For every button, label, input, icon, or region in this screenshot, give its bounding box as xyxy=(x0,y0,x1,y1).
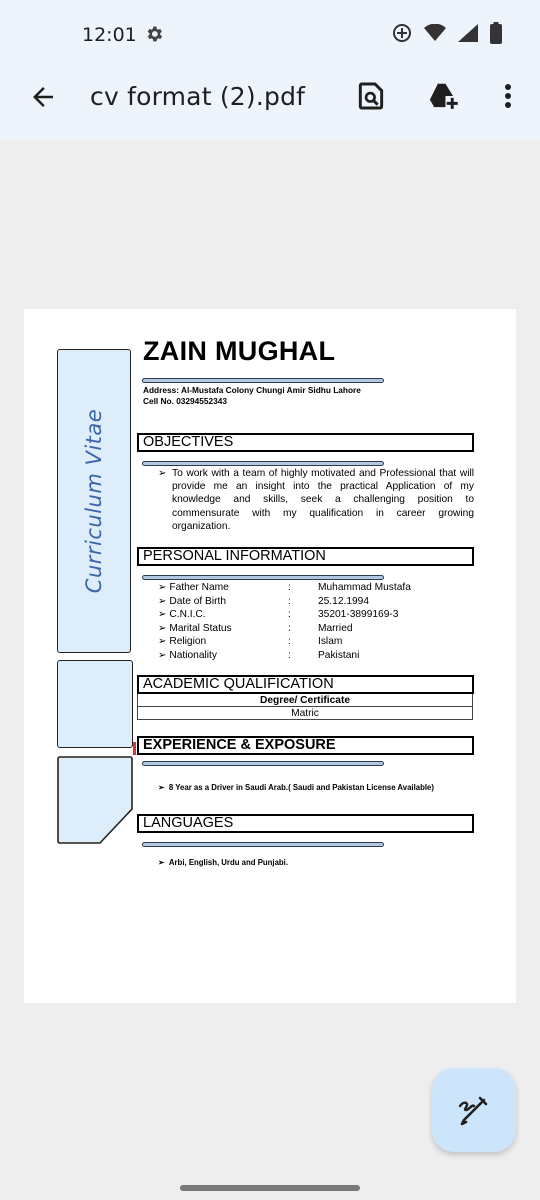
personal-info-value: Muhammad Mustafa xyxy=(318,582,411,593)
personal-info-label-cell xyxy=(158,635,288,649)
separator: : xyxy=(288,595,291,607)
status-bar xyxy=(0,0,540,66)
languages-item xyxy=(158,858,288,867)
signal-icon xyxy=(458,24,478,42)
cv-address: Address: Al-Mustafa Colony Chungi Amir Sidhu Lahore xyxy=(143,385,361,395)
personal-info-label-cell xyxy=(158,581,288,595)
personal-info-row xyxy=(158,635,411,649)
divider-line xyxy=(142,461,384,466)
data-saver-icon xyxy=(392,23,412,43)
divider-line xyxy=(142,378,384,383)
experience-item-text: 8 Year as a Driver in Saudi Arab.( Saudi and Pakistan License Available) xyxy=(168,783,434,792)
drive-add-icon[interactable] xyxy=(427,80,459,112)
experience-item xyxy=(158,783,434,792)
search-document-icon[interactable] xyxy=(355,80,387,112)
annotate-button[interactable] xyxy=(432,1068,516,1152)
languages-heading: LANGUAGES xyxy=(137,814,474,833)
personal-info-row xyxy=(158,622,411,636)
pen-annotate-icon xyxy=(456,1092,492,1128)
languages-item-text: Arbi, English, Urdu and Punjabi. xyxy=(168,858,289,867)
personal-info-label-text: Father Name xyxy=(169,582,229,593)
personal-info-label-cell xyxy=(158,595,288,609)
separator: : xyxy=(288,636,291,647)
divider-line xyxy=(142,842,384,847)
curriculum-vitae-label: Curriculum Vitae xyxy=(82,408,106,594)
academic-table xyxy=(137,694,473,720)
personal-info-value: 25.12.1994 xyxy=(318,595,369,607)
academic-table-row: Matric xyxy=(137,707,473,720)
more-vert-icon[interactable] xyxy=(492,80,524,112)
personal-info-label-text: Marital Status xyxy=(169,622,232,634)
personal-info-row xyxy=(158,581,411,595)
status-time: 12:01 xyxy=(82,24,137,46)
side-box-bottom xyxy=(56,755,134,845)
arrow-bullet-icon: ➢ xyxy=(158,649,170,661)
cv-cell: Cell No. 03294552343 xyxy=(143,396,227,406)
personal-info-row xyxy=(158,595,411,609)
personal-information-list xyxy=(158,581,411,662)
personal-info-label-cell xyxy=(158,622,288,636)
personal-info-label-text: C.N.I.C. xyxy=(169,609,206,620)
personal-info-value: Islam xyxy=(318,636,343,647)
cv-name: ZAIN MUGHAL xyxy=(143,336,336,366)
divider-line xyxy=(142,761,384,766)
arrow-bullet-icon: ➢ xyxy=(158,636,170,647)
arrow-bullet-icon: ➢ xyxy=(158,858,165,867)
personal-info-label-text: Date of Birth xyxy=(169,595,226,607)
experience-heading: EXPERIENCE & EXPOSURE xyxy=(137,736,474,755)
separator: : xyxy=(288,609,291,620)
cursor-marker xyxy=(133,742,136,755)
divider-line xyxy=(142,575,384,580)
gesture-nav-bar[interactable] xyxy=(180,1185,360,1191)
side-box-middle xyxy=(57,660,133,748)
separator: : xyxy=(288,582,291,593)
personal-info-row xyxy=(158,649,411,663)
personal-info-label-cell xyxy=(158,608,288,622)
personal-info-label-text: Nationality xyxy=(169,649,217,661)
curriculum-vitae-box xyxy=(57,349,131,653)
separator: : xyxy=(288,649,291,661)
arrow-bullet-icon: ➢ xyxy=(158,595,170,607)
arrow-bullet-icon: ➢ xyxy=(158,783,165,792)
wifi-icon xyxy=(424,24,446,42)
academic-qualification-heading: ACADEMIC QUALIFICATION xyxy=(137,675,474,694)
objective-text: To work with a team of highly motivated and Professional that will provide me an insight into the practical Application of my knowledge and skills, seek a challenging position to commensurate with my qualification in career growing organization. xyxy=(172,468,474,532)
objective-text-block xyxy=(158,467,474,533)
arrow-bullet-icon: ➢ xyxy=(158,609,170,620)
personal-info-value: Pakistani xyxy=(318,649,360,661)
arrow-bullet-icon: ➢ xyxy=(158,622,170,634)
battery-icon xyxy=(490,22,502,44)
arrow-bullet-icon: ➢ xyxy=(158,582,170,593)
personal-information-heading: PERSONAL INFORMATION xyxy=(137,547,474,566)
document-title: cv format (2).pdf xyxy=(90,82,306,111)
gear-icon xyxy=(144,24,164,44)
arrow-back-icon[interactable] xyxy=(28,82,58,112)
app-bar xyxy=(0,66,540,140)
personal-info-value: 35201-3899169-3 xyxy=(318,609,399,620)
arrow-bullet-icon: ➢ xyxy=(158,468,167,479)
separator: : xyxy=(288,622,291,634)
academic-table-header: Degree/ Certificate xyxy=(137,694,473,707)
personal-info-label-cell xyxy=(158,649,288,663)
personal-info-row xyxy=(158,608,411,622)
objectives-heading: OBJECTIVES xyxy=(137,433,474,452)
personal-info-value: Married xyxy=(318,622,353,634)
personal-info-label-text: Religion xyxy=(169,636,207,647)
